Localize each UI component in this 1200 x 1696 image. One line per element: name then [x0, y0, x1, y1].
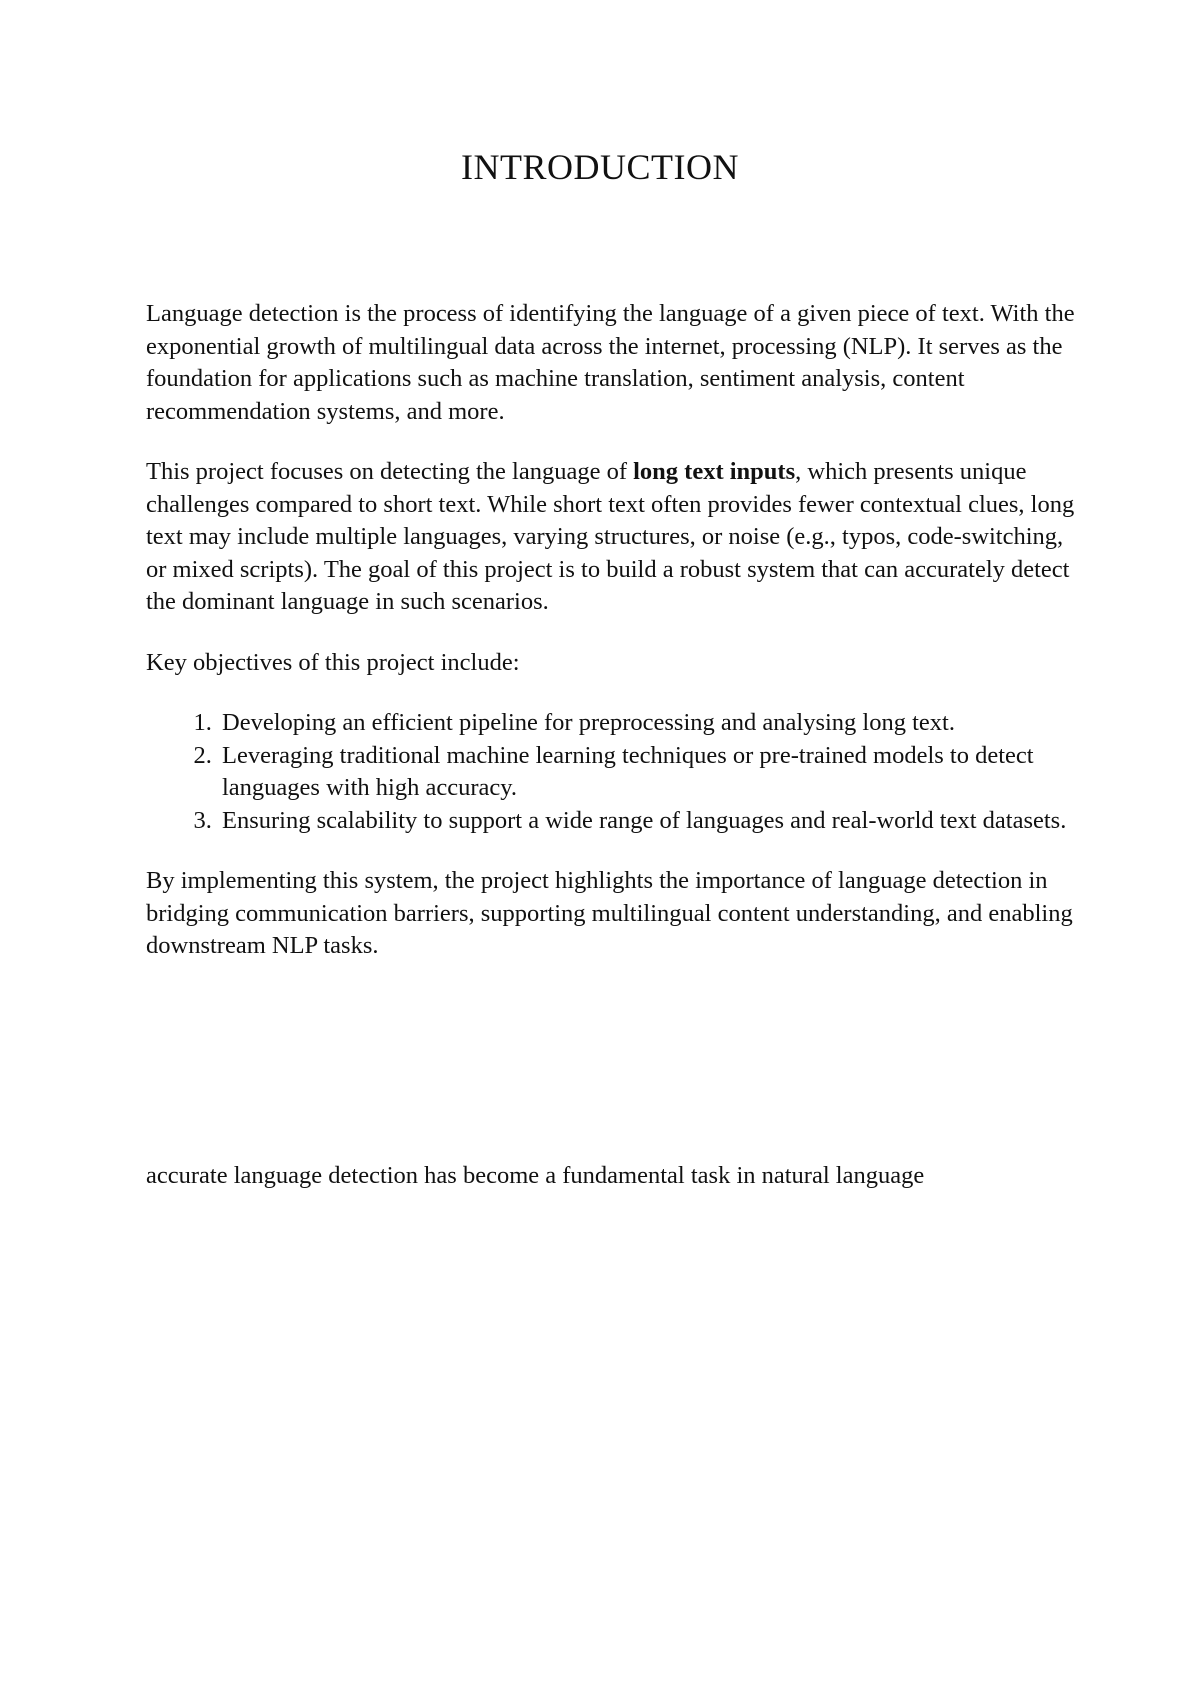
page-title: INTRODUCTION: [461, 147, 739, 187]
conclusion-paragraph: By implementing this system, the project highlights the importance of language detection in bridging communication barriers, supporting multilingual content understanding, and enabling downstream NLP tasks.: [146, 867, 1073, 959]
objectives-list: [146, 707, 1076, 837]
focus-text-bold: long text inputs: [633, 458, 796, 485]
intro-paragraph: Language detection is the process of identifying the language of a given piece of text. With the exponential growth of multilingual data across the internet, processing (NLP). It serves as the foundation for applications such as machine translation, sentiment analysis, content recommendation systems, and more.: [146, 300, 1075, 425]
focus-text-before: This project focuses on detecting the language of: [146, 458, 634, 485]
objectives-lead: Key objectives of this project include:: [146, 648, 520, 676]
document-body: [146, 298, 1076, 991]
project-focus-paragraph: [146, 456, 1076, 619]
objective-item: 1. Developing an efficient pipeline for preprocessing and analysing long text.: [218, 707, 1076, 740]
focus-text-after: , which presents unique challenges compared to short text. While short text often provides fewer contextual clues, long text may include multiple languages, varying structures, or noise (e.g., typos, code-switching, or mixed scripts). The goal of this project is to build a robust system that can accurately detect the dominant language in such scenarios.: [146, 458, 1075, 615]
objective-item: 2. Leveraging traditional machine learning techniques or pre-trained models to detect languages with high accuracy.: [218, 740, 1076, 805]
stray-text-line: accurate language detection has become a fundamental task in natural language: [146, 1162, 925, 1189]
objective-item: 3. Ensuring scalability to support a wide range of languages and real-world text datasets.: [218, 805, 1076, 838]
